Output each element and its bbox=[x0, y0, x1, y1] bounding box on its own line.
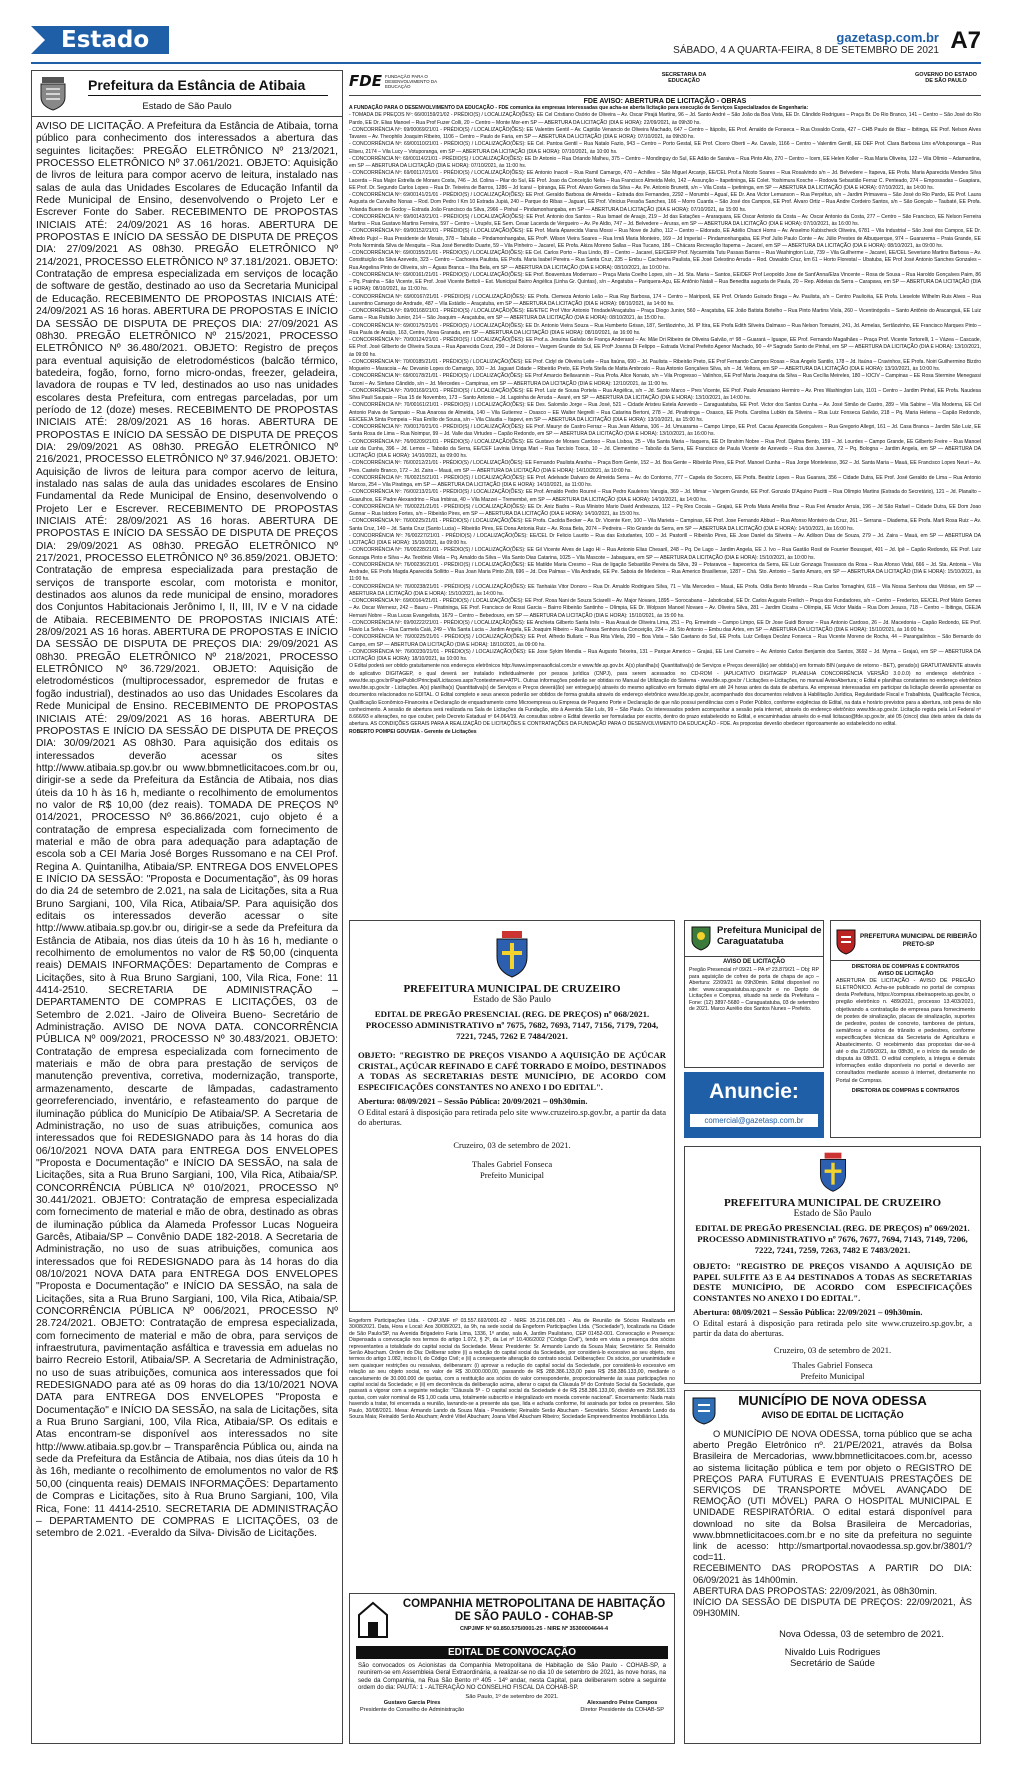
ribeirao-preto-notice bbox=[830, 920, 981, 1138]
cruzeiro1-place: Cruzeiro, 03 de setembro de 2021. bbox=[453, 1139, 571, 1150]
fde-government: GOVERNO DO ESTADO DE SÃO PAULO bbox=[915, 72, 977, 84]
cruzeiro2-title: PREFEITURA MUNICIPAL DE CRUZEIRO bbox=[723, 1197, 942, 1209]
fde-entry: - CONCORRÊNCIA Nº: 69/00152/21/01 - PRÉDIO(S) / LOCALIZAÇÃO(ÕES): EE Prof. Maria Aparecida Viana Mossi – Rua Nove de Julho, 112 – Centro – Eldorado, EE Adélio Chacri Homs – Av. Anselmo Kubischeck Oliveira, 6781 – Vila Industrial – São José dos Campos, EE Dr. Alfredo Pujol – Rua Presidente de Morais, 378 – Tabuão – Pindamonhangaba, EE Profª. Wilson Vieira Soares – Rua Irmã Maria Monteiro, 169 – Jd Imperial – Pindamonhangaba, EE Prof Julio Paulo Conte – Av. Júlio Prestes de Albuquerque, 974 – Guararema – Praia Grande, EE Profa Norminda Silva de Mesquita – Rua José Benedito Duarte, 59 – Vila Pinheiro – Jacareí, EE Profa. Akiza Moreno Sallas – Rua Tucano, 186 – Chácara Recreação Itapema – Jacareí, em SP — ABERTURA DA LICITAÇÃO (DIA E HORA): 08/10/2021, às 09:00 hs. bbox=[349, 228, 981, 249]
ribeirao-header bbox=[831, 921, 980, 961]
ribeirao-subtitle-2: AVISO DE LICITAÇÃO bbox=[877, 971, 934, 978]
masthead bbox=[0, 0, 1011, 62]
engeform-notice bbox=[349, 1318, 675, 1586]
issue-date: SÁBADO, 4 A QUARTA-FEIRA, 8 DE SETEMBRO DE 2021 bbox=[673, 45, 939, 56]
cohab-left-name: Gustavo Garcia Pires bbox=[383, 1700, 441, 1707]
cruzeiro1-title: PREFEITURA MUNICIPAL DE CRUZEIRO bbox=[403, 983, 621, 995]
brand-name: Estado bbox=[61, 27, 150, 53]
cohab-signature-right bbox=[580, 1700, 664, 1714]
cruzeiro1-name: Thales Gabriel Fonseca bbox=[471, 1158, 553, 1169]
atibaia-title: Prefeitura da Estância de Atibaia bbox=[88, 77, 306, 93]
cohab-right-name: Alexsandro Peixe Campos bbox=[587, 1700, 658, 1707]
fde-logo: FDE bbox=[349, 72, 382, 90]
fde-entry: - CONCORRÊNCIA Nº: 76/00225/21/01 - PRÉDIO(S) / LOCALIZAÇÃO(ÕES): EE Prof. Alfredo Bullaric – Rua Rita Vilela, 290 – Boa Vista – São Caetano do Sul, EE Profa. Luiz Cellaya Decânz Fonseca – Rua Vicente Moreno de Rocha, 44 – Parangalinhos – São Bernardo do Campo, em SP — ABERTURA DA LICITAÇÃO (DIA E HORA): 18/10/2021, às 09:00 hs. bbox=[349, 634, 981, 648]
caraguatatuba-title: Prefeitura Municipal de Caraguatatuba bbox=[717, 925, 822, 947]
fde-entry: - CONCORRÊNCIA Nº: 76/00236/21/01 - PRÉDIO(S) / LOCALIZAÇÃO(ÕES): EE Matilde Maria Cresmo – Rua de ligação Sebastião Pereira da Silva, 39 – Potaravoa – Itapecerica da Serra, EE Luiz Gonzaga Travassos da Rosa – Rua Afonso Vidal, 666 – Jd. Sta. Antonia – Vila Andrade, EE Profa Magda Aparecida Sollitto – Rua Joan Maria Pinto Zilli, 696 – Jd. Dos Palmas – Vila Andrade, EE Pe. Saboia de Medeiros – Rua Americo Brasiliense, 1287 – Chá. Sto. Antonio – Santo Amaro, em SP — ABERTURA DA LICITAÇÃO (DIA E HORA): 15/10/2021, às 11:00 hs. bbox=[349, 561, 981, 583]
nova-odessa-notice bbox=[684, 1390, 981, 1744]
cruzeiro1-role: Prefeito Municipal bbox=[480, 1169, 544, 1180]
fde-entry: - CONCORRÊNCIA Nº: 70/00124/21/01 - PRÉDIO(S) / LOCALIZAÇÃO(ÕES): EE Prof.a. Jesuína Galvão de França Anderasol – Av. Mãe Dri Ribeiro de Oliveira Galvão, nº 98 – Guarará – Iguape, EE Prof. Fernando Magalhães – Praça Prof. Vicente Tortorelli, 1 – Vázea – Cascade, EE Prof. José Gilberto de Oliveira Souza – Rua Aparecida Cozzi, 290 – Jd Dolores – Vargem Grande do Sul, EE Profª Joanna Di Felippo – Estrada Vicinal Prefeito Agenor Machado, 90 – 4ª Sagrado Santo de Pinhal, em SP — ABERTURA DA LICITAÇÃO (DIA E HORA): 13/10/2021, às 09:00 hs. bbox=[349, 337, 981, 358]
cruzeiro2-place: Cruzeiro, 03 de setembro de 2021. bbox=[773, 1344, 892, 1355]
cruzeiro2-crest-icon bbox=[816, 1151, 850, 1193]
ribeirao-text: ABERTURA DE LICITAÇÃO - AVISO DE PREGÃO ELETRÔNICO. Acha-se publicado no portal de compras desta Prefeitura, https://compras.ribeiraopreto.sp.gov.br, o pregão eletrônico n. 489/2021, processo 13.403/2021, objetivando a contratação de empresa para fornecimento de postes de sinalização, placas de sinalização, suportes de pedestre, postes de concreto, tambores de pintura, semáforos e outros de trânsito e pedestres, conforme especificações técnicas da Secretaria de Agricultura e Abastecimento. O recebimento das propostas dar-se-á até o dia 21/09/2021, às 08h30, e o início da sessão de disputa às 08h31. O edital completo, a íntegra e demais informações estão disponíveis no portal e deverão ser consultados mediante acesso à internet, diretamente no Portal de Compras. bbox=[836, 978, 975, 1084]
fde-logo-subtitle: FUNDAÇÃO PARA O DESENVOLVIMENTO DA EDUCAÇÃO bbox=[385, 74, 437, 89]
fde-entry: - CONCORRÊNCIA Nº: 69/00168/21/01 - PRÉDIO(S) / LOCALIZAÇÃO(ÕES): EE/ETEC Prof Vitor Antonio Trindade/Araçatuba – Praça Diogo Junior, 560 – Araçatuba, EE João Batista Botelho – Rua Pinto Martins Viola, 260 – Vicentinópolis – Santo Antônio do Aracanguá, EE Luiz Gama – Rua Rubião Junior, 214 – São Joaquim – Araçatuba, em SP — ABERTURA DA LICITAÇÃO (DIA E HORA): 08/10/2021, às 15:00 hs. bbox=[349, 308, 981, 322]
cohab-signature-left bbox=[360, 1700, 464, 1714]
fde-entry: - CONCORRÊNCIA Nº: 69/00164/21/01 - PRÉDIO(S) / LOCALIZAÇÃO(ÕES): EE Prof. Rosa Nani de Souza Sciarelli – Av. Major Novaes, 1895 – Sorocabana – Jaboticabal, EE Dr. Carlos Augusto Freilich – Praça dos Fundadores, s/n – Centro – Frederico, EE/CEL Prof Mário Gomes – Av. Oscar Wernesz, 242 – Bauru – Piratininga, EE Prof. Francisco de Rossi Garcia – Bairro Ribeirão Santinho – Olímpia, EE Dr. Wolpson Manoel Novaes – Av. Oliveira Silva, 281 – Jardim Cicatra – Olímpia, EE Victor Maida – Rua Dom Jesuss, 718 – Centro – Ibitinga, CEEJA Hernani Nobre – Rua Lucas Evangelista, 1679 – Centro – Bebedouro, em SP — ABERTURA DA LICITAÇÃO (DIA E HORA): 15/10/2021, às 15:00 hs. bbox=[349, 598, 981, 619]
odessa-body bbox=[685, 1427, 980, 1621]
odessa-p3: ABERTURA DAS PROPOSTAS: 22/09/2021, às 08h30min. bbox=[693, 1585, 938, 1596]
fde-entry: - CONCORRÊNCIA Nº: 69/00175/21/01 - PRÉDIO(S) / LOCALIZAÇÃO(ÕES): EE Dr. Antonio Vieira Souza – Rua Humberto Grisan, 187, Sertãozinho, Jd. IP Itira, EE Profa Edith Silveira Dalmaso – Rua Nelson Tomazini, 241, Jd. Armelas, Sertãozinho, EE Francisco Marques Pinto – Rua Paula de Araújo, 163, Centro, Nova Granada, em SP — ABERTURA DA LICITAÇÃO (DIA E HORA): 08/10/2021, às 16:00 hs. bbox=[349, 322, 981, 336]
odessa-role: Secretário de Saúde bbox=[790, 1657, 875, 1668]
atibaia-notice bbox=[31, 70, 343, 1744]
cruzeiro1-dates: Abertura: 08/09/2021 – Sessão Pública: 20/09/2021 – 09h30min. bbox=[358, 1096, 588, 1106]
atibaia-title-underline bbox=[88, 95, 328, 96]
fde-entry: - CONCORRÊNCIA Nº: 76/00228/21/01 - PRÉDIO(S) / LOCALIZAÇÃO(ÕES): EE Gil Vicente Alves de Lago Hi – Rua Antonio Elias Chesaril, 248 – Pq. De Lago – Jardim Angela, EE J. Ivo – Rua Gastão Rosil de Fourrier Bousquet, 401 – Jd. Ipê – Capão Redondo, EE Prof. Luiz Gonzaga Pinto e Silva – Av. Teotônio Vilela – Pq. Arnaldo da Silva – Vila Santo Dias Catarina, 1025 – Vila Mascote – Jabaquara, em SP — ABERTURA DA LICITAÇÃO (DIA E HORA): 15/10/2021, às 10:00 hs. bbox=[349, 547, 981, 561]
advertise-email[interactable]: comercial@gazetasp.com.br bbox=[690, 1114, 818, 1127]
odessa-subtitle: AVISO DE EDITAL DE LICITAÇÃO bbox=[761, 1410, 904, 1420]
cruzeiro1-availability: O Edital estará à disposição para retirada pelo site www.cruzeiro.sp.gov.br, a partir da data do aberturas. bbox=[358, 1106, 666, 1127]
caraguatatuba-crest-icon bbox=[690, 925, 712, 951]
fde-notice bbox=[349, 70, 981, 916]
odessa-p2: RECEBIMENTO DAS PROPOSTAS A PARTIR DO DIA: 06/09/2021 às 14h00min. bbox=[693, 1563, 972, 1585]
cohab-logo-icon bbox=[356, 1600, 390, 1640]
cruzeiro-notice-2 bbox=[684, 1146, 981, 1384]
ribeirao-title: PREFEITURA MUNICIPAL DE RIBEIRÃO PRETO-SP bbox=[859, 933, 978, 948]
fde-header bbox=[349, 70, 981, 96]
fde-entry: - CONCORRÊNCIA Nº: 69/00178/21/01 - PRÉDIO(S) / LOCALIZAÇÃO(ÕES): EE Prof Amarcio Bellavannin – Rua Profa. Alice Nonato, s/n – Vila Progresso – Valinhos, EE Prof Maria Joaquina da Silva – Rua Cecília Meireles, 180 – IOCIV – Campinas – EE Rosa Stermine Menegassi Tazoni – Av. Sinfano Cândido, s/n – Jd. Mercedes – Campinas, em SP — ABERTURA DA LICITAÇÃO (DIA E HORA): 12/10/2021, às 11:00 hs. bbox=[349, 373, 981, 387]
cruzeiro2-signature bbox=[685, 1345, 980, 1382]
fde-entry: - CONCORRÊNCIA Nº: 76/00225/21/01 - PRÉDIO(S) / LOCALIZAÇÃO(ÕES): EE Profa. Cacilda Becker – Av. Dr. Vicente Kerr, 100 – Vila Marieta – Campinas, EE Prof. Jose Fernando Abbud – Rua Afonso Monteiro da Cruz, 261 – Serrana – Diadema, EE Profa. Marli Rosa Ruiz – Av. Santa Cruz, 140 – Jd. Santa Cruz (Santo Lucia) – Ribeirão Pires, EE Dona Antonia Ruiz – Av. Rosa Bela, 2074 – Pedreira – Rio Grande da Serra, em SP — ABERTURA DA LICITAÇÃO (DIA E HORA): 14/10/2021, às 16:00 hs. bbox=[349, 518, 981, 532]
cruzeiro2-name: Thales Gabriel Fonseca bbox=[792, 1359, 873, 1370]
odessa-p4: INÍCIO DA SESSÃO DE DISPUTA DE PREÇOS: 22/09/2021, ÀS 09H30MIN. bbox=[693, 1597, 972, 1619]
odessa-header bbox=[685, 1391, 980, 1427]
fde-entry: - CONCORRÊNCIA Nº: 70/00170/21/01 - PRÉDIO(S) / LOCALIZAÇÃO(ÕES): EE Prof. Mauryr de Castro Ferraz – Rua Jean Aldama, 106 – Jd. Umuarama – Campo Limpo, EE Prof. Cacau Aparecida Gonçalves – Rua Gregorio Allegri, 161 – Jd. Casa Branca – Jardim São Luiz, EE Santa Rosa de Lima – Rua Noimpur, 99 – Jd. Valle das Virtudes – Capão Redondo, em SP — ABERTURA DA LICITAÇÃO (DIA E HORA): 13/10/2021, às 16:00 hs. bbox=[349, 424, 981, 438]
masthead-rule bbox=[31, 62, 981, 64]
fde-entry: - CONCORRÊNCIA Nº: 76/00212/21/01 - PRÉDIO(S) / LOCALIZAÇÃO(ÕES): EE Fernando Paulista Aranha – Praça Bom Gente, 152 – Jd. Boa Gente – Ribeirão Pires, EE Prof. Manoel Cunha – Rua Jorge Montelesso, 362 – Jd. Santa Maria – Mauá, EE Francisco Lopes Neuri – Av. Pres. Castelo Branco, 172 – Jd. Zaira – Mauá, em SP — ABERTURA DA LICITAÇÃO (DIA E HORA): 14/10/2021, às 10:00 hs. bbox=[349, 460, 981, 474]
fde-entry: - CONCORRÊNCIA Nº: 69/00141/21/01 - PRÉDIO(S) / LOCALIZAÇÃO(ÕES): EE Prof. Geraldo Barbosa de Almeida – Estrada dos Fernandes, 2292 – Morumbi – Aguaí, EE Dr. Ana Victor Lemanson – Rua Perpétuo, s/n – Jardim Primavera – São José do Rio Pardo, EE Prof. Laura Augusta de Carvalho Nonas – Rod. Dom Pedro I Km 10 Estrada Jupiá, 240 – Parque do Ribas – Jaguari, EE Prof. Vinicius Pessôa Sanches, 166 – Morro Cuarda – São José dos Campos, EE Prof. Álvaro Ortiz – Rua Andre Cordeiro Santos, s/n – São Gonçalo – Taubaté, EE Profa. Yolanda Bueno de Godoy – Estrada João Francisco da Silva, 2966 – Pinhal – Pindamonhangaba, em SP — ABERTURA DA LICITAÇÃO (DIA E HORA): 07/10/2021, às 15:00 hs. bbox=[349, 192, 981, 213]
fde-entry: - CONCORRÊNCIA Nº: 69/00114/21/01 - PRÉDIO(S) / LOCALIZAÇÃO(ÕES): EE Dr Antonio – Rua Orlando Malheu, 375 – Centro – Mondinguy do Sul, EE Adão de Saraiva – Rua Pinto Alio, 270 – Centro – Icem, EE Helen Koller – Rua Maria Oliveira, 122 – Vila Olímio – Adamantina, em SP — ABERTURA DA LICITAÇÃO (DIA E HORA): 07/10/2021, às 11:00 hs. bbox=[349, 155, 981, 169]
fde-entry: - TOMADA DE PREÇOS Nº: 66/00159/21/02 - PRÉDIO(S) / LOCALIZAÇÃO(ÕES): EE Cel Cristiano Osório de Oliveira – Av. Oscar Pirajá Martins, 96 – Jd. Santo André – São João da Boa Vista, EE Dr. Cândido Rodrigues – Praça Br. Do Rio Branco, 141 – Centro – São José do Rio Pardo, EE Dr. Elias Manoel – Rua Prof Fuzer Colli, 20 – Centro – Monte Mor-em SP — ABERTURA DA LICITAÇÃO (DIA E HORA): 22/09/2021, às 09h30 hs. bbox=[349, 112, 981, 126]
page-number: A7 bbox=[950, 27, 981, 54]
fde-entry: - CONCORRÊNCIA Nº: 76/00227/21/01 - PRÉDIO(S) / LOCALIZAÇÃO(ÕES): EE/CEL Dr Felicio Laurito – Rua das Estudantes, 100 – Jd. Pastorill – Ribeirão Pires, EE Jose Daniel da Silveira – Av. Adilson Dias de Souza, 279 – Jd. Zaira – Mauá, em SP — ABERTURA DA LICITAÇÃO (DIA E HORA): 15/10/2021, às 09:00 hs. bbox=[349, 532, 981, 546]
fde-entries bbox=[349, 112, 981, 663]
caraguatatuba-notice bbox=[684, 920, 824, 1068]
fde-entry: - CONCORRÊNCIA Nº: 76/00213/21/01 - PRÉDIO(S) / LOCALIZAÇÃO(ÕES): EE Prof. Arnaldo Pedro Rourné – Rua Pedro Kauleiros Varugia, 369 – Jd. Mimar – Vargem Grande, EE Prof. Gonzalo D'Aquino Pacitti – Rua Olímpio Martins (Estrada do Secretário), 121 – Jd. Planalto – Guarulhos, EE Padre Alexandrino – Rua Imbiras, 40 – Vila Mazzei – Tremembé, em SP — ABERTURA DA LICITAÇÃO (DIA E HORA): 14/10/2021, às 14:00 hs. bbox=[349, 489, 981, 503]
fde-entry: - CONCORRÊNCIA Nº: 76/00230/21/01 - PRÉDIO(S) / LOCALIZAÇÃO(ÕES): EE Jose Sykim Mendia – Rua Augusto Teixeira, 131 – Parque Americo – Grajaú, EE Levi Carneiro – Av. Antonio Carlos Benjamin dos Santos, 3692 – Jd. Myrna – Grajaú, em SP — ABERTURA DA LICITAÇÃO (DIA E HORA): 18/10/2021, às 10:00 hs. bbox=[349, 648, 981, 662]
cruzeiro1-ref1: EDITAL DE PREGÃO PRESENCIAL (REG. DE PREÇOS) nº 068/2021. bbox=[374, 1009, 650, 1019]
cruzeiro2-state: Estado de São Paulo bbox=[793, 1209, 872, 1219]
cruzeiro-notice-1 bbox=[349, 920, 675, 1312]
fde-entry: - CONCORRÊNCIA Nº: 69/00069/21/01 - PRÉDIO(S) / LOCALIZAÇÃO(ÕES): EE Valentim Gentil – Av. Capitão Venancio de Oliveira Machado, 647 – Centro – Itápolis, EE Prof. Arnaldo de Fonseca – Rua Osvaldo Costa, 427 – CHB Paulo de Blaz – Ibitinga, EE Prof. Nelson Alves Tavares – Av. Theophilo Joaquim Ribeiro, 1106 – Centro – Paulo de Faria, em SP — ABERTURA DA LICITAÇÃO (DIA E HORA): 07/10/2021, às 09h30 hs. bbox=[349, 126, 981, 140]
cohab-signatures bbox=[350, 1700, 674, 1714]
fde-entry: - CONCORRÊNCIA Nº: 76/00215/21/01 - PRÉDIO(S) / LOCALIZAÇÃO(ÕES): EE Prof. Adelvade Dalvaro de Almeida Serra – Av. do Contorno, 777 – Capela do Socorro, EE Profa. Beatriz Lopes – Rua Guarara, 356 – Cidade Dutra, EE Prof. José Geraldo de Lima – Rua Antonio Marcos, 254 – Vila Piratinga, em SP — ABERTURA DA LICITAÇÃO (DIA E HORA): 14/10/2021, às 11:00 hs. bbox=[349, 474, 981, 488]
fde-entry: - CONCORRÊNCIA Nº: 69/00143/21/01 - PRÉDIO(S) / LOCALIZAÇÃO(ÕES): EE Prof. Antonio dos Santos – Rua Ismael de Araujo, 219 – Jd das Estações – Araraquara, EE Oscar Antonio da Costa – Av. Oscar Antonio da Costa, 277 – Centro – São Francisco, EE Nelson Ferreira Martins – Rua Gustavo Martins Ferreira, 597 – Centro – Urupês, EE Sem. Cesar Lacerda de Vergueiro – Av. Pe Aldio, 747 – Jd. Belvedere – Aruras, em SP — ABERTURA DA LICITAÇÃO (DIA E HORA): 07/10/2021, às 16:00 hs. bbox=[349, 213, 981, 227]
fde-body bbox=[349, 105, 981, 736]
ribeirao-footer: DIRETORIA DE COMPRAS E CONTRATOS bbox=[851, 1087, 960, 1094]
brand-arrow-icon bbox=[31, 26, 45, 54]
cohab-title: COMPANHIA METROPOLITANA DE HABITAÇÃO DE SÃO PAULO - COHAB-SP bbox=[402, 1598, 666, 1623]
cruzeiro1-signature bbox=[350, 1140, 674, 1181]
cruzeiro2-crest-wrap bbox=[685, 1147, 980, 1197]
fde-closing: O Edital poderá ser obtido gratuitamente nos endereços eletrônicos http://www.imprensaoficial.com.br e www.fde.sp.gov.br. A(s) planilha(s) Quantitativa(s) de Serviços e Preços deverá(ão) ser obtida(s) em formato BIN (arquivo de retorno - BET), gerado(s) GRATUITAMENTE através do aplicativo DIGITAGEP, o qual deverá ser instalado individualmente por pessoa jurídica (CNPJ), para serem acessados no CD-ROM - (APLICATIVO DIGITAGEP PLANILHA CONCORRÊNCIA VERSÃO 3.0.0.0) no endereço eletrônico - www.fde.sp.gov.br/PagePublic/Principal/Licitacoes.aspx?contextmenu=ATPL. Outras informações poderão ser obtidas no Manual de Utilização do Sistema - www.fde.sp.gov.br / Licitações e-Licitações, no manual AvisoAbertura; o Edital e planilhas constantes no endereço eletrônico www.fde.sp.gov.br - Licitações. A(s) planilha(s) Quantitativa(s) de Serviços e Preços deverá(ão) ser entregue(s) através do mesmo aplicativo em formato digital em até 24 horas antes da data de abertura. As empresas interessadas em participar da licitação deverão apresentar os documentos relacionados no EDITAL. O Edital completo e seus anexos poderão ser obtidos de forma gratuita através do endereço eletrônico www.fde.sp.gov.br, acompanhado dos documentos relativos à Habilitação Jurídica, Regularidade Fiscal e Trabalhista, Qualificação Técnica, Qualificação Econômico-Financeira e Declaração de enquadramento como Microempresa ou Empresa de Pequeno Porte e Declaração de que não possui pendências com o Poder Público, conforme exigências do Edital, na data e horário previstos para a abertura, sob pena de não conhecimento. A sessão de abertura será realizada na Sala de Licitações da Fundação, sito à Avenida São Luís, 99 – São Paulo. Os interessados podem acompanhar a sessão pela internet, através do endereço eletrônico www.fde.sp.gov.br. Licitação regida pela Lei Federal nº 8.666/93 e alterações, no que couber, pelo Decreto Estadual nº 64.064/19. As consultas sobre o Edital deverão ser formuladas por escrito, dentro do prazo estabelecido no Edital, e encaminhadas através do e-mail licitacao@fde.sp.gov.br, até 05 (cinco) dias úteis antes da data da abertura. AS CONDIÇÕES GERAIS PARA A REALIZAÇÃO DE LICITAÇÕES E CONTRATAÇÕES DA FUNDAÇÃO PARA O DESENVOLVIMENTO DA EDUCAÇÃO - FDE. As propostas deverão obedecer rigorosamente ao estabelecido no edital. bbox=[349, 663, 981, 728]
atibaia-body: AVISO DE LICITAÇÃO. A Prefeitura da Estância de Atibaia, torna público para conhecimento dos interessados a abertura das seguintes licitações: PREGÃO ELETRÔNICO Nº 213/2021, PROCESSO ELETRÔNICO Nº 37.061/2021. OBJETO: Aquisição de livros de leitura para compor acervo de leitura, instalado nas salas de aula das Unidades Escolares de Educação Infantil da Rede Municipal de Ensino, desenvolvendo o Projeto Ler e Escrever Fonte do Saber. RECEBIMENTO DE PROPOSTAS INICIAIS ATÉ: 24/09/2021 AS 16 horas. ABERTURA DE PROPOSTAS E INÍCIO DA SESSÃO DE DISPUTA DE PREÇOS DIA: 27/09/2021 AS 08h30. PREGÃO ELETRÔNICO Nº 214/2021, PROCESSO ELETRÔNICO Nº 37.181/2021. OBJETO: Contratação de empresa especializada em serviços de locação de software de gestão, destinado ao uso da Secretaria Municipal de Educação. RECEBIMENTO DE PROPOSTAS INICIAIS ATÉ: 24/09/2021 AS 16 horas. ABERTURA DE PROPOSTAS E INÍCIO DA SESSÃO DE DISPUTA DE PREÇOS DIA: 27/09/2021 AS 08h30. PREGÃO ELETRÔNICO Nº 215/2021, PROCESSO ELETRÔNICO Nº 36.480/2021. OBJETO: Registro de preços para eventual aquisição de eletrodomésticos (balcão térmico, batedeira, fogão, forno, forno micro-ondas, freezer, geladeira, lavadora de roupas e TV led, destinados ao uso nas unidades escolares desta Prefeitura, com entregas parceladas, por um período de 12 (doze) meses. RECEBIMENTO DE PROPOSTAS INICIAIS ATÉ: 28/09/2021 AS 16 horas. ABERTURA DE PROPOSTAS E INÍCIO DA SESSÃO DE DISPUTA DE PREÇOS DIA: 29/09/2021 AS 08h30. PREGÃO ELETRÔNICO Nº 216/2021, PROCESSO ELETRÔNICO Nº 37.946/2021. OBJETO: Aquisição de livros de leitura para compor acervo de leitura, instalado nas salas de aula das unidades escolares de Ensino Fundamental da Rede Municipal de Ensino, desenvolvendo o Projeto Ler e Escrever. RECEBIMENTO DE PROPOSTAS INICIAIS ATÉ: 28/09/2021 AS 16 horas. ABERTURA DE PROPOSTAS E INÍCIO DA SESSÃO DE DISPUTA DE PREÇOS DIA: 29/09/2021 AS 08h30. PREGÃO ELETRÔNICO Nº 217/2021, PROCESSO ELETRÔNICO Nº 36.859/2021. OBJETO: Contratação de empresa especializada para prestação de serviços de transporte escolar, com motorista e monitor, destinados aos alunos da rede municipal de ensino, moradores dos Conjuntos Habitacionais Jerônimo I, II, III, IV e V na cidade de Atibaia. RECEBIMENTO DE PROPOSTAS INICIAIS ATÉ: 28/09/2021 AS 16 horas. ABERTURA DE PROPOSTAS E INÍCIO DA SESSÃO DE DISPUTA DE PREÇOS DIA: 29/09/2021 AS 08h30. PREGÃO ELETRÔNICO Nº 218/2021, PROCESSO ELETRÔNICO Nº 36.729/2021. OBJETO: Aquisição de eletrodomésticos (multiprocessador, espremedor de frutas e fogão industrial), destinados ao uso das Unidades Escolares da Rede Municipal de Ensino. RECEBIMENTO DE PROPOSTAS INICIAIS ATÉ: 29/09/2021 AS 16 horas. ABERTURA DE PROPOSTAS E INÍCIO DA SESSÃO DE DISPUTA DE PREÇOS DIA: 30/09/2021 AS 08h30. Para aquisição dos editais os interessados deverão acessar os sites http://www.atibaia.sp.gov.br ou www.bbmnetlicitacoes.com.br ou, dirigir-se a sede da Prefeitura da Estância de Atibaia, nos dias úteis da 10 h às 16 h, mediante o recolhimento de emolumentos no valor de R$ 10,00 (dez reais). TOMADA DE PREÇOS Nº 014/2021, PROCESSO Nº 36.866/2021, cujo objeto é a contratação de empresa especializada com fornecimento de material e mão de obra para adequação para adaptação de escola sob a CEI Maria José Borges Russomano e na CEI Prof. Regina A. Quintanilha, Atibaia/SP. ENTREGA DOS ENVELOPES E INÍCIO DA SESSÃO: "Proposta e Documentação", às 09 horas do dia 24 de setembro de 2.021, na sala de Licitações, sita a Rua Bruno Sargiani, 100, Vila Rica, Atibaia/SP. Para aquisição dos editais os interessados deverão acessar o site http://www.atibaia.sp.gov.br ou, dirigir-se a sede da Prefeitura da Estância de Atibaia, nos dias úteis da 10 h às 16 h, mediante o recolhimento de emolumentos no valor de R$ 50,00 (cinquenta reais) DEMAIS INFORMAÇÕES: Departamento de Compras e Licitações, sito à Rua Bruno Sargiani, 100, Vila Rica, Fone: 11 4414-2510. SECRETARIA DE ADMINISTRAÇÃO – DEPARTAMENTO DE COMPRAS E LICITAÇÕES, 03 de Setembro de 2.021. -Jairo de Oliveira Bueno- Secretário de Administração. AVISO DE NOVA DATA. CONCORRÊNCIA PÚBLICA Nº 009/2021, PROCESSO Nº 30.483/2021. OBJETO: Contratação de empresa especializada com fornecimento de materiais e mão de obra para prestação de serviços de manutenção preventiva, corretiva, modernização, transporte, armazenamento, descarte de lâmpadas, cadastramento georreferenciado, inventário, e refasteamento do parque de iluminação pública do Município De Atibaia/SP. A Secretaria de Administração, no uso de suas atribuições, comunica aos interessados que foi REDESIGNADO para às 14 horas do dia 06/10/2021 NOVA DATA para ENTREGA DOS ENVELOPES "Proposta e Documentação" e INÍCIO DA SESSÃO, na sala de Licitações, sita a Rua Bruno Sargiani, 100, Vila Rica, Atibaia/SP. CONCORRÊNCIA PÚBLICA Nº 010/2021, PROCESSO Nº 30.441/2021. OBJETO: Contratação de empresa especializada com fornecimento de material e mão de obra, destinado as obras de iluminação pública da Alameda Professor Lucas Nogueira Garcês, Atibaia/SP – Convênio DADE 182-2018. A Secretaria de Administração, no uso de suas atribuições, comunica aos interessados que foi REDESIGNADO para às 14 horas do dia 08/10/2021 NOVA DATA para ENTREGA DOS ENVELOPES "Proposta e Documentação" e INÍCIO DA SESSÃO, na sala de Licitações, sita a Rua Bruno Sargiani, 100, Vila Rica, Atibaia/SP. CONCORRÊNCIA PÚBLICA Nº 006/2021, PROCESSO Nº 28.724/2021. OBJETO: Contratação de empresa especializada, com fornecimento de material e mão de obra, para serviços de infraestrutura, pavimentação asfáltica e travessia em aduelas no bairro Recreio Estoril, Atibaia/SP. A Secretaria de Administração, no uso de suas atribuições, comunica aos interessados que foi REDESIGNADO para até as 09 horas do dia 13/10/2021 NOVA DATA para ENTREGA DOS ENVELOPES "Proposta e Documentação" e INÍCIO DA SESSÃO, na sala de Licitações, sita a Rua Bruno Sargiani, 100, Vila Rica, Atibaia/SP. Os editais e Atas encontram-se disponível aos interessados no site http://www.atibaia.sp.gov.br – Transparência Pública ou, ainda na sede da Prefeitura da Estância de Atibaia, nos dias úteis da 10 h às 16h, mediante o recolhimento de emolumentos no valor de R$ 50,00 (cinquenta reais) DEMAIS INFORMAÇÕES: Departamento de Compras e Licitações, sito à Rua Bruno Sargiani, 100, Vila Rica, Fone: 11 4414-2510. SECRETARIA DE ADMINISTRAÇÃO – DEPARTAMENTO DE COMPRAS E LICITAÇÕES, 03 de setembro de 2.021. -Everaldo da Silva- Divisão de Licitações. bbox=[36, 121, 338, 1540]
cohab-right-role: Diretor Presidente da COHAB-SP bbox=[580, 1707, 664, 1714]
advertise-box[interactable] bbox=[684, 1072, 824, 1138]
fde-intro: A FUNDAÇÃO PARA O DESENVOLVIMENTO DA EDUCAÇÃO - FDE comunica às empresas interessadas que acha-se aberta licitação para execução de Serviços Especializados de Engenharia: bbox=[349, 105, 809, 111]
site-url[interactable]: gazetasp.com.br bbox=[836, 30, 939, 45]
fde-entry: - CONCORRÊNCIA Nº: 69/00110/21/01 - PRÉDIO(S) / LOCALIZAÇÃO(ÕES): EE Cel. Pantoa Gentil – Rua Natalo Fazio, 943 – Centro – Porto Gestal, EE Prof. Cicero Oberti – Av. Cavalo, 1166 – Centro – Valentim Gentil, EE DEF Prof. Clara Barbosa Lins e/Votuporanga – Rua Eliseu, 2174 – Vila Lucy – Votuporanga, em SP — ABERTURA DA LICITAÇÃO (DIA E HORA): 07/10/2021, às 10:00 hs. bbox=[349, 141, 981, 155]
fde-entry: - CONCORRÊNCIA Nº: 69/00167/21/01 - PRÉDIO(S) / LOCALIZAÇÃO(ÕES): EE Profa. Clemeza Antonio Leão – Rua Ray Barbosa, 174 – Centro – Mairiporã, EE Prof. Orlando Guirado Braga – Av. Paulista, s/n – Centro Paulicéia, EE Profa. Lieselote Wilhelm Ruis Alves – Rua Laurentino Camargo de Andrade, 487 – Vila Estádio – Araçatuba, em SP — ABERTURA DA LICITAÇÃO (DIA E HORA): 08/10/2021, às 14:00 hs. bbox=[349, 293, 981, 307]
fde-entry: - CONCORRÊNCIA Nº: 70/00185/21/01 - PRÉDIO(S) / LOCALIZAÇÃO(ÕES): EE Prof. Cidyl de Oliveira Leite – Rua Itaúna, 690 – Jd. Paulista – Ribeirão Preto, EE Prof Fernando Campos Rosas – Rua Angelo Santilo, 178 – Jd. Itaúna – Cravinhos, EE Profa. Noiri Guilhermino Bizdro Mogueiro – Maracoia – Av. Devanio Lopes do Camargo, 100 – Jd. Jaguari Cidade – Ribeirão Preto, EE Profa Stella de Matta Ambrosio – Rua Antonio Gonçalves Silva, s/n – Jd. Veltora, em SP — ABERTURA DA LICITAÇÃO (DIA E HORA): 13/10/2021, às 10:00 hs. bbox=[349, 358, 981, 372]
cruzeiro-crest-icon bbox=[492, 929, 532, 979]
odessa-name: Nivaldo Luis Rodrigues bbox=[784, 1646, 881, 1657]
cruzeiro1-ref2: PROCESSO ADMINISTRATIVO nº 7675, 7682, 7693, 7147, 7156, 7179, 7204, 7221, 7245, 7262 E 7484/2021. bbox=[365, 1020, 659, 1041]
cruzeiro2-availability: O Edital estará à disposição para retirada pelo site www.cruzeiro.sp.gov.br, a partir da data do aberturas. bbox=[693, 1317, 972, 1338]
cohab-text: São convocados os Acionistas da Companhia Metropolitana de Habitação de São Paulo - COHAB-SP, a reunirem-se em Assembleia Geral Extraordinária, a realizar-se no dia 10 de setembro de 2021, às nove horas, na sede da Companhia, na Rua São Bento nº 405 - 14º andar, nesta Capital, para deliberarem sobre a seguinte ordem do dia: PAUTA: 1 - ALTERAÇÃO NO CONSELHO FISCAL DA COHAB-SP. bbox=[358, 1662, 666, 1691]
ribeirao-crest-icon bbox=[835, 927, 857, 955]
odessa-place: Nova Odessa, 03 de setembro de 2021. bbox=[779, 1629, 944, 1640]
fde-entry: - CONCORRÊNCIA Nº: 69/00117/21/01 - PRÉDIO(S) / LOCALIZAÇÃO(ÕES): EE Antonio Inacoli – Rua Ramil Camargo, 470 – Achilles – São Miguel Arcanjo, EE/CEL Prof.a Nicoto Soares – Rua Rosalvindo s/n – Jd. Belvedere – Itapeva, EE Profa. Maria Aparecida Mendes Silva Lacerda – Rua Major Estrella de Moraes Costa, 746 – Jd. Colina – Pilar do Sul, EE Prof. Joao da Conceição Nelia – Rua Francisco Almeida Melo, 142 – Assunção – Itapetininga, EE Colet. Yoshimura Kosche – Rodovia Sebastião Ferraz C. Penteado, 274 – Empossadas – Guapiara, EE Prof. Dr. Segundo Carlos Lopes – Rua Dr. Teixeira de Barros, 1286 – Jd Icaraí – Ipiranga, EE Prof. Alvaro Gomes da Silva – Av. Pe. Antonio Brunetti, s/n – Vila Costa – Ipetininga, em SP — ABERTURA DA LICITAÇÃO (DIA E HORA): 07/10/2021, às 14:00 hs. bbox=[349, 170, 981, 191]
atibaia-header bbox=[32, 71, 342, 117]
cohab-left-role: Presidente do Conselho de Administração bbox=[360, 1707, 465, 1714]
caraguatatuba-text: Pregão Presencial nº 09/21 – PA nº 23.879/21 – Obj: RP para aquisição de cofres de porta de chapa de aço – Abertura: 22/09/21 às 09h30min. Edital disponível no site: www.caraguatatuba.sp.gov.br e no Depto de Licitações e Compras, situado na sede da Prefeitura – Fone: (12) 3897-5680 – Caraguatatuba, 03 de setembro de 2021. Marco Aurélio dos Santos Nunes – Prefeito. bbox=[689, 967, 819, 1012]
atibaia-subtitle: Estado de São Paulo bbox=[142, 101, 232, 112]
cruzeiro1-object: OBJETO: "REGISTRO DE PREÇOS VISANDO A AQUISIÇÃO DE AÇÚCAR CRISTAL, AÇÚCAR REFINADO E CAFÉ TORRADO E MOÍDO, DESTINADOS A TODAS AS SECRETARIAS DESTE MUNICÍPIO, DE ACORDO COM ESPECIFICAÇÕES CONSTANTES NO ANEXO I DO EDITAL". bbox=[358, 1050, 666, 1092]
fde-notice-title: FDE AVISO: ABERTURA DE LICITAÇÃO - OBRAS bbox=[583, 98, 747, 105]
fde-entry: - CONCORRÊNCIA Nº: 69/00161/21/01 - PRÉDIO(S) / LOCALIZAÇÃO(ÕES): EE Prof. Boaventura Modernaro – Praça Maria Coelho Lopes, s/n – Jd. Sta. Maria – Santos, EE/DEF Prof Leopoldo Jose de Sant'Anna/Elza Vincente – Rosa de Sousa – Rua Haroldo Gonçalves Paim, 86 – Pq. Prainha – São Vicente, EE Prof. José Vicente Bettoli – Est. Municipal Bairro Angélica (Linha Gr. Quintas), s/n – Angatuba – Pariquera-Açu, EE Antônio Natali – Rua Benedita augusta de Paula, 20 – Rep. Aldeias da Serra – Carapava, em SP — ABERTURA DA LICITAÇÃO (DIA E HORA): 08/10/2021, às 11:00 hs. bbox=[349, 271, 981, 293]
odessa-signature bbox=[685, 1629, 980, 1669]
cohab-cnpj: CNPJ/MF Nº 60.850.575/0001-25 - NIRE Nº 35300004644-4 bbox=[459, 1626, 609, 1632]
cruzeiro2-ref1: EDITAL DE PREGÃO PRESENCIAL (REG. DE PREÇOS) nº 069/2021. bbox=[695, 1223, 970, 1233]
cohab-notice bbox=[349, 1593, 675, 1744]
advertise-title: Anuncie: bbox=[709, 1080, 799, 1103]
cruzeiro-crest-wrap bbox=[350, 921, 674, 983]
engeform-text: Engeform Participações Ltda. - CNPJ/MF nº 03.557.692/0001-82 - NIRE 35.216.086.081 - Ata de Reunião de Sócios Realizada em 30/08/2021. Data, Hora e Local: Aos 30/08/2021, às 9h, na sede social da Engeform Participações Ltda. ("Sociedade"), localizada na Cidade de São Paulo/SP, na Avenida Brigadeiro Faria Lima, 1336, 1º andar, sala A, Jardim Paulistano, CEP 01452-001. Convocação e Presença: Dispensada a convocação nos termos do artigo 1.072, § 2º, da Lei nº 10.406/2002 ("Código Civil"), tendo em vista a presença dos sócios representantes a totalidade do capital social da Sociedade. Mesa: Presidente: Sr. Armando Lando da Souza Maia; Secretário: Sr. Reinaldo Serão Abucham. Ordem do Dia: Deliberar sobre (i) a redução do capital social da Sociedade, por considerá-lo excessivo ao seu objeto, nos termos do artigo 1.082, inciso II, do Código Civil; e (ii) a consequente alteração do contrato social. Deliberações: Os sócios, por unanimidade e sem quaisquer restrições ou ressalvas, deliberaram: (i) aprovar a redução do capital social da Sociedade, por considerá-lo excessivo em relação ao seu objeto social, no valor de R$ 30.000.000,00, passando de R$ 288.386.133,00 para R$ 258.386.133,00, mediante o cancelamento de 30.000.000 de quotas, com a restituição aos sócios do valor correspondente, proporcionalmente às suas participações no capital social da Sociedade; e (ii) em decorrência da deliberação acima, alterar o caput da Cláusula 5ª do Contrato Social da Sociedade, que passará a vigorar com a seguinte redação: "Cláusula 5ª - O capital social da Sociedade é de R$ 258.386.133,00, dividido em 258.386.133 quotas, com valor nominal de R$ 1,00 cada uma, totalmente subscrito e integralizado em moeda corrente nacional". Encerramento: Nada mais havendo a tratar, foi encerrada a reunião, lavrando-se a presente ata que, lida e achada conforme, foi assinada por todos os presentes. São Paulo, 30/08/2021. Mesa: Armando Lando da Souza Maia - Presidente; Reinaldo Serão Abucham - Secretário. Sócios: Armando Lando da Souza Maia; Reinaldo Serão Abucham; André Vitiel Abucham; Joana Vitiel Abucham Ribeiro; Sociedade Empreendimentos Imobiliários Ltda. bbox=[349, 1318, 675, 1421]
cohab-header bbox=[350, 1594, 674, 1646]
fde-entry: - CONCORRÊNCIA Nº: 76/00209/21/01 - PRÉDIO(S) / LOCALIZAÇÃO(ÕES): EE Gustavo de Moraes Cardoso – Rua Lisboa, 25 – Vila Santa Maria – Itaquera, EE Dr Ibrahim Nobre – Rua Prof. Djalma Bento, 159 – Jd. Lourdes – Campo Grande, EE Gilberto Freire – Rua Manoel Luiz da Cunha, 396 – Jd. Lemos – Taboão da Serra, EE/CEF Lavinia Uringa Mari – Rua Tarcísio Tosca, 10 – Jd. Clementino – Taboão da Serra, EE Francisco de Paula Vicente de Azevedo – Rua dos Juvenes, 72 – Pq. Bologna – Jardim Angela, em SP — ABERTURA DA LICITAÇÃO (DIA E HORA): 14/10/2021, às 09:00 hs. bbox=[349, 438, 981, 459]
fde-signature: ROBERTO POMPEI GOUVEIA - Gerente de Licitações bbox=[349, 728, 477, 735]
cruzeiro1-state: Estado de São Paulo bbox=[473, 995, 551, 1005]
fde-entry: - CONCORRÊNCIA Nº: 69/00222/21/01 - PRÉDIO(S) / LOCALIZAÇÃO(ÕES): EE Anchieta Gilberto Santa Inês – Rua Arauá de Oliveira Lima, 251 – Pq. Ermeindo – Campo Limpo, EE Dr Jose Guidi Bonsor – Rua Antonio Cardoso, 26 – Jd. Macedonia – Capão Redondo, EE Prof. Flavio La Selva – Rua Carmela Caiá, 249 – Vila Santa Lucia – Jardim Angela, EE Joaquim Ribeiro – Rua Nossa Senhora da Conceição, 234 – Jd. Sto Antonio – Embu das Artes, em SP — ABERTURA DA LICITAÇÃO (DIA E HORA): 15/10/2021, às 16:00 hs. bbox=[349, 619, 981, 633]
fde-entry: - CONCORRÊNCIA Nº: 70/00169/21/01 - PRÉDIO(S) / LOCALIZAÇÃO(ÕES): EE Prof. Luiz de Sousa Portela – Rua Angélica, s/n – Jd. Santo Marco – Pres Vicente, EE Prof. Paulo Amasiano Hermiro – Av. Pres Washington Luis, 1101 – Centro – Jardim Pinhal, EE Profa. Naudesa Silva Pauli Saupaio – Rua 15 de Novembro, 173 – Santo Antonio – Jd. Lagoinha de Arruda – Avaré, em SP — ABERTURA DA LICITAÇÃO (DIA E HORA): 13/10/2021, às 14:00 hs. bbox=[349, 387, 981, 401]
ribeirao-body bbox=[831, 961, 980, 1098]
fde-entry: - CONCORRÊNCIA Nº: 69/00155/21/01 - PRÉDIO(S) / LOCALIZAÇÃO(ÕES): EE Cel. Carlos Porto – Rua Lindo, 89 – Centro – Jacareí, EE/CEFP Prof. Nycarmida Tutu Passas Barros – Rua Washington Luiz, 739 – Vila Guilherme – Jacareí, EE/CEL Severiano Martins Barbosa – Av. Constituição da Silva Azevedo, 323 – Centro – Cachoeira Paulista, EE Profa. Maria Isabel Pereira – Rua Santa Cruz, 235 – Embu – Cachoeira Paulista, EE José Celestino Arruda – Rod. Oswaldo Cruz, km 61 – Horto Florestal – Ubatuba, EE Prof José Antonio Sanches Gonzales – Rua Angelina Pinto de Oliveira, s/n – Águas Branca – Ilha Bela, em SP — ABERTURA DA LICITAÇÃO (DIA E HORA): 08/10/2021, às 10:00 hs. bbox=[349, 250, 981, 271]
caraguatatuba-header bbox=[685, 921, 823, 957]
fde-entry: - CONCORRÊNCIA Nº: 76/00238/21/01 - PRÉDIO(S) / LOCALIZAÇÃO(ÕES): EE Tanhaiás Vitor Donoro – Rua Dr. Arnaldo Rodrigues Silva, 71 – Vila Mercedes – Mauá, EE Profa. Odila Bento Miranda – Rua Carlos Tornaghini, 616 – Vila Nossa Senhora das Vitórias, em SP — ABERTURA DA LICITAÇÃO (DIA E HORA): 15/10/2021, às 14:00 hs. bbox=[349, 583, 981, 597]
cruzeiro2-dates: Abertura: 08/09/2021 – Sessão Pública: 22/09/2021 – 09h30min. bbox=[693, 1307, 923, 1317]
ribeirao-subtitle: DIRETORIA DE COMPRAS E CONTRATOS bbox=[851, 964, 960, 970]
odessa-title: MUNICÍPIO DE NOVA ODESSA bbox=[738, 1393, 927, 1408]
fde-department: SECRETARIA DA EDUCAÇÃO bbox=[661, 72, 707, 84]
fde-entry: - CONCORRÊNCIA Nº: 70/00161/21/01 - PRÉDIO(S) / LOCALIZAÇÃO(ÕES): EE Des. Salomão Jorge – Rua José, 521 – Cidade Aristeu Estela Azevedo – Caraguatatuba, EE Prof. Victor dos Santos Cunha – Av. José Simão de Castro, 289 – Vila Sabine – Vila Moderna, EE Cel Antonio Paiva de Sampaio – Rua Anarosa de Almeida, 140 – Vila Gutierrez – Osasco – EE Walter Negrelli – Rua Catarina Bertoni, 278 – Jd. Piratininga – Osasco, EE Profa. Carolina Lubkin da Silveira – Rua Luiz Fonseca Galvão, 218 – Pq. Maria Helena – Capão Redondo, EE/CEEJA Sinta Pompeia – Rua Emílio de Sousa, s/n – Vila Cláudia – Itapevi, em SP — ABERTURA DA LICITAÇÃO (DIA E HORA): 13/10/2021, às 15:00 hs. bbox=[349, 402, 981, 423]
cohab-band: EDITAL DE CONVOCAÇÃO bbox=[356, 1646, 668, 1659]
brand-logo bbox=[31, 26, 169, 54]
cruzeiro2-role: Prefeito Municipal bbox=[800, 1370, 865, 1381]
cohab-place: São Paulo, 1º de setembro de 2021. bbox=[465, 1694, 559, 1701]
fde-entry: - CONCORRÊNCIA Nº: 76/00221/21/01 - PRÉDIO(S) / LOCALIZAÇÃO(ÕES): EE Dr. Aniz Badra – Rua Ministro Mario David Andreazza, 112 – Pq Res Cocaia – Grajaú, EE Profa Maria Amélia Braz – Rua Frei Amador Arruia, 196 – Jd São Rafael – Cidade Dutra, EE Dom Joao Gunnar – Rua Isidoro Fortes, s/n – Ribeirão Pires, em SP — ABERTURA DA LICITAÇÃO (DIA E HORA): 14/10/2021, às 15:00 hs. bbox=[349, 503, 981, 517]
odessa-p1: O MUNICÍPIO DE NOVA ODESSA, torna público que se acha aberto Pregão Eletrônico nº. 21/PE/2021, através da Bolsa Brasileira de Mercadorias, www.bbmnetlicitacoes.com.br, acesso ao sistema licitação pública e tem por objeto o REGISTRO DE PREÇOS PARA FUTURAS E EVENTUAIS PRESTAÇÕES DE SERVIÇOS DE TRANSPORTE MÓVEL AVANÇADO DE REMOÇÃO (UTI MÓVEL) PARA O HOSPITAL MUNICIPAL E UNIDADE RESPIRATÓRIA. O edital estará disponível para download no site da Bolsa Brasileira de Mercadorias, www.bbmnetlicitacoes.com.br e no site da prefeitura no seguinte link de acesso: http://smartportal.novaodessa.sp.gov.br/3801/?cod=11. bbox=[693, 1429, 972, 1563]
cruzeiro2-object: OBJETO: "REGISTRO DE PREÇOS VISANDO A AQUISIÇÃO DE PAPEL SULFITE A3 E A4 DESTINADOS A TODAS AS SECRETARIAS DESTE MUNICÍPIO, DE ACORDO COM ESPECIFICAÇÕES CONSTANTES NO ANEXO I DO EDITAL". bbox=[693, 1261, 972, 1303]
caraguatatuba-subtitle: AVISO DE LICITAÇÃO bbox=[722, 959, 786, 965]
cruzeiro2-ref2: PROCESSO ADMINISTRATIVO nº 7676, 7677, 7694, 7143, 7149, 7206, 7222, 7241, 7259, 7263, 7482 E 7483/2021. bbox=[697, 1234, 968, 1255]
